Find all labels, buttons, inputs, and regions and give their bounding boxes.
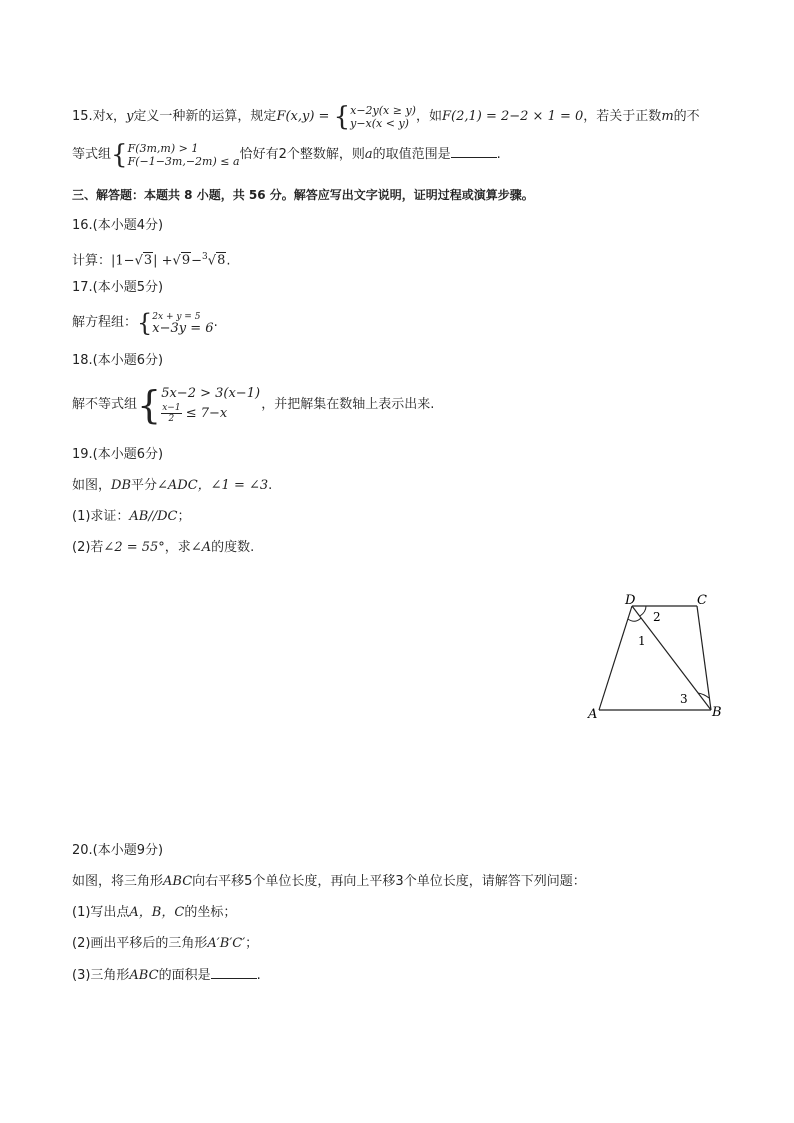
q17-body: 解方程组：{ 2x + y = 5 x−3y = 6 . bbox=[72, 308, 218, 337]
q17-header: 17.(本小题5分) bbox=[72, 280, 164, 295]
q19-header: 19.(本小题6分) bbox=[72, 447, 164, 462]
sqrt-icon: √ bbox=[172, 253, 181, 269]
section-heading: 三、解答题：本题共 8 小题，共 56 分。解答应写出文字说明，证明过程或演算步骤。 bbox=[72, 188, 534, 202]
left-brace-icon: { bbox=[111, 139, 128, 170]
label-b: B bbox=[712, 705, 722, 720]
angle1-arc bbox=[628, 618, 641, 621]
trapezoid-figure bbox=[580, 588, 730, 723]
angle1-label: 1 bbox=[638, 634, 646, 648]
answer-blank[interactable] bbox=[211, 966, 257, 979]
q18-body: 解不等式组{ 5x−2 > 3(x−1) $\frac{x-1}{2}$ ≤ 7−x ，并把解集在数轴上表示出来. bbox=[72, 382, 435, 427]
label-c: C bbox=[697, 593, 707, 608]
angle3-label: 3 bbox=[680, 692, 688, 706]
q19-part2: (2)若∠2 = 55°，求∠A的度数. bbox=[72, 540, 255, 555]
q15-example: F(2,1) = 2−2 × 1 = 0 bbox=[442, 109, 584, 124]
answer-blank[interactable] bbox=[451, 145, 497, 158]
q20-part1: (1)写出点A，B，C的坐标； bbox=[72, 905, 237, 920]
q15-line2: 等式组{ F(3m,m) > 1 F(−1−3m,−2m) ≤ a 恰好有2个整数解，则a的取值范围是 . bbox=[72, 139, 501, 170]
q19-line1: 如图，DB平分∠ADC，∠1 = ∠3. bbox=[72, 478, 273, 493]
angle2-label: 2 bbox=[653, 610, 661, 624]
left-brace-icon: { bbox=[137, 308, 153, 337]
q18-header: 18.(本小题6分) bbox=[72, 353, 164, 368]
q18-system: 5x−2 > 3(x−1) $\frac{x-1}{2}$ ≤ 7−x bbox=[161, 386, 261, 424]
q20-intro: 如图，将三角形ABC向右平移5个单位长度，再向上平移3个单位长度，请解答下列问题： bbox=[72, 874, 586, 889]
q20-header: 20.(本小题9分) bbox=[72, 843, 164, 858]
sqrt-icon: √ bbox=[134, 253, 143, 269]
q19-part1: (1)求证：AB//DC； bbox=[72, 509, 191, 524]
cube-root-icon: √ bbox=[207, 253, 217, 269]
q15-line1: 15.对x，y定义一种新的运算，规定F(x,y) = { x−2y(x ≥ y) y−x(x < y) ，如F(2,1) = 2−2 × 1 = 0，若关于正数m的不 bbox=[72, 101, 700, 132]
q15-function-def: F(x,y) = bbox=[276, 109, 330, 124]
angle2-arc bbox=[640, 606, 646, 616]
left-brace-icon: { bbox=[137, 382, 162, 427]
q20-part3: (3)三角形ABC的面积是 . bbox=[72, 968, 261, 983]
q15-number: 15. bbox=[72, 109, 93, 124]
q16-body: 计算：|1−√3| +√9−$^3$√8. bbox=[72, 252, 231, 269]
segment-ad bbox=[599, 606, 632, 710]
left-brace-icon: { bbox=[333, 101, 351, 132]
label-a: A bbox=[588, 707, 598, 722]
q15-cases: x−2y(x ≥ y) y−x(x < y) bbox=[350, 103, 416, 130]
q16-header: 16.(本小题4分) bbox=[72, 218, 164, 233]
q15-inequalities: F(3m,m) > 1 F(−1−3m,−2m) ≤ a bbox=[127, 141, 240, 168]
label-d: D bbox=[625, 593, 636, 608]
q20-part2: (2)画出平移后的三角形A′B′C′； bbox=[72, 936, 259, 951]
